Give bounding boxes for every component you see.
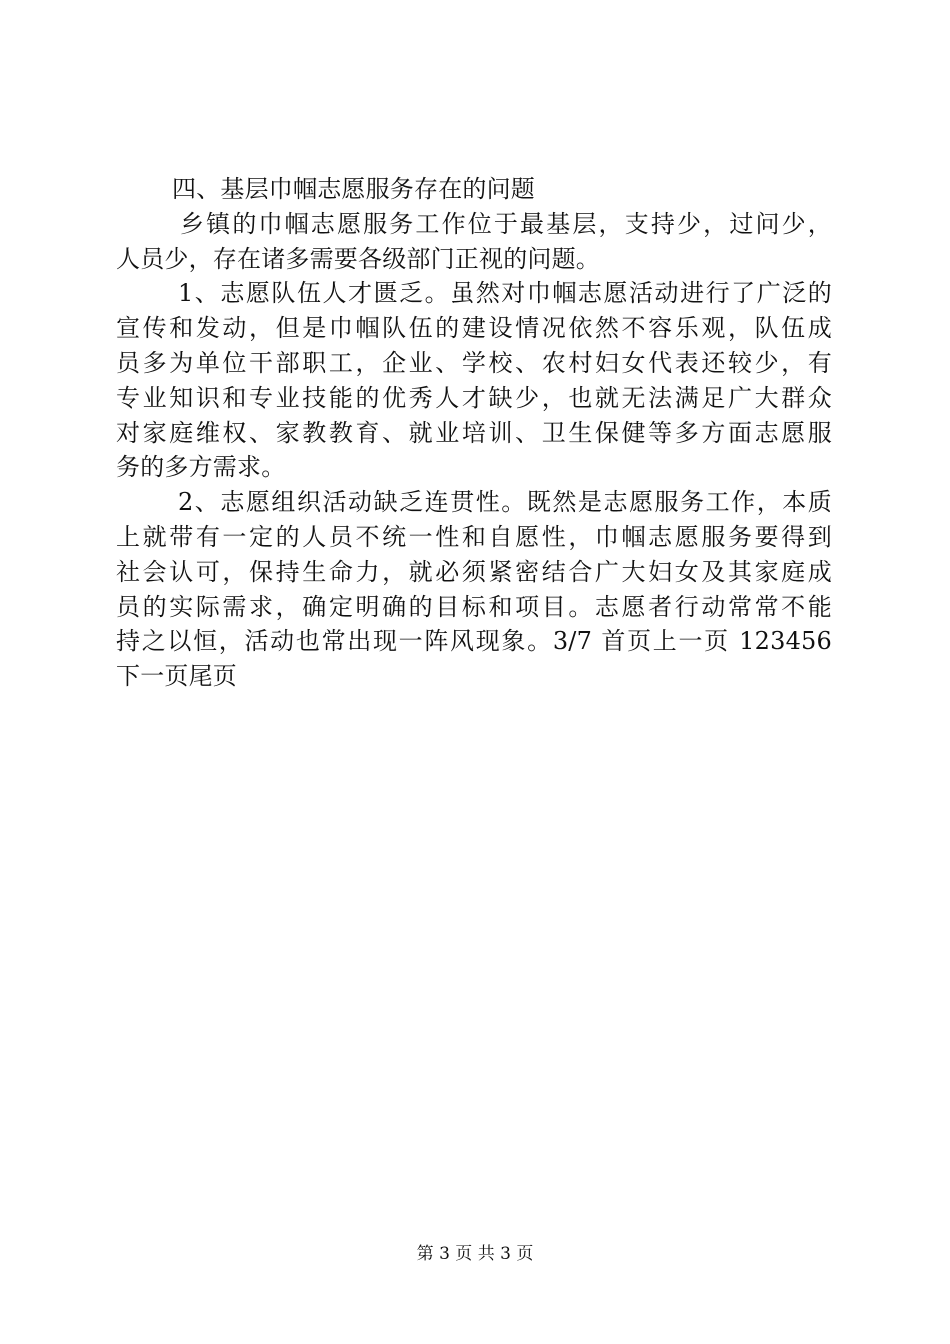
text-line: 员多为单位干部职工，企业、学校、农村妇女代表还较少，有 (116, 348, 832, 377)
text-line: 专业知识和专业技能的优秀人才缺少，也就无法满足广大群众 (116, 383, 832, 412)
text-line: 持之以恒，活动也常出现一阵风现象。3/7 首页上一页 123456 (116, 627, 832, 656)
document-body (116, 172, 832, 694)
text-line: 对家庭维权、家教教育、就业培训、卫生保健等多方面志愿服 (116, 418, 832, 447)
text-line: 员的实际需求，确定明确的目标和项目。志愿者行动常常不能 (116, 592, 832, 621)
text-line: 乡镇的巾帼志愿服务工作位于最基层，支持少，过问少， (180, 209, 832, 238)
page-footer: 第 3 页 共 3 页 (416, 1244, 534, 1264)
text-line: 社会认可，保持生命力，就必须紧密结合广大妇女及其家庭成 (116, 557, 832, 586)
text-line: 2、志愿组织活动缺乏连贯性。既然是志愿服务工作，本质 (178, 488, 832, 517)
text-line: 务的多方需求。 (116, 453, 286, 482)
text-line: 上就带有一定的人员不统一性和自愿性，巾帼志愿服务要得到 (116, 522, 832, 551)
text-line: 人员少，存在诸多需要各级部门正视的问题。 (116, 244, 600, 273)
text-line: 四、基层巾帼志愿服务存在的问题 (172, 175, 535, 203)
text-line: 宣传和发动，但是巾帼队伍的建设情况依然不容乐观，队伍成 (116, 314, 832, 343)
text-line: 1、志愿队伍人才匮乏。虽然对巾帼志愿活动进行了广泛的 (178, 279, 832, 308)
text-line: 下一页尾页 (116, 662, 237, 691)
